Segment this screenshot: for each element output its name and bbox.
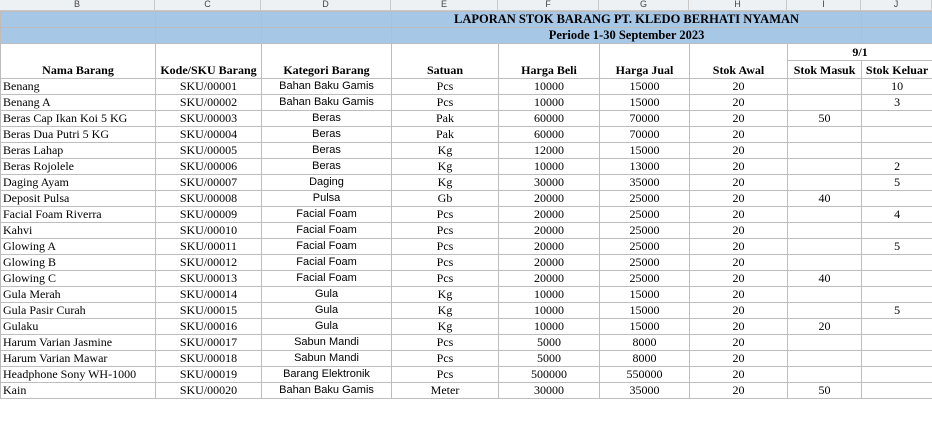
stock-in-cell[interactable] [788, 207, 862, 223]
buy-price-cell[interactable]: 20000 [499, 271, 600, 287]
cell[interactable] [156, 44, 262, 61]
table-row [1, 207, 932, 223]
stock-in-cell[interactable] [788, 143, 862, 159]
unit-cell[interactable]: Kg [392, 303, 499, 319]
unit-cell[interactable]: Pcs [392, 351, 499, 367]
stock-out-cell[interactable] [862, 127, 932, 143]
buy-price-cell[interactable]: 10000 [499, 319, 600, 335]
buy-price-cell[interactable]: 20000 [499, 207, 600, 223]
column-letter[interactable]: J [861, 0, 932, 10]
stock-out-cell[interactable] [862, 383, 932, 399]
category-cell[interactable]: Facial Foam [262, 239, 392, 255]
unit-cell[interactable]: Pcs [392, 255, 499, 271]
item-name-cell[interactable]: Gula Merah [1, 287, 156, 303]
unit-cell[interactable]: Kg [392, 319, 499, 335]
category-cell[interactable]: Barang Elektronik [262, 367, 392, 383]
date-group-header[interactable]: 9/1 [788, 44, 932, 61]
stock-out-cell[interactable] [862, 255, 932, 271]
stock-out-cell[interactable] [862, 367, 932, 383]
column-letter[interactable]: I [787, 0, 861, 10]
buy-price-cell[interactable]: 5000 [499, 351, 600, 367]
column-letter[interactable]: D [261, 0, 391, 10]
opening-stock-cell[interactable]: 20 [690, 191, 788, 207]
category-cell[interactable]: Beras [262, 159, 392, 175]
buy-price-cell[interactable]: 12000 [499, 143, 600, 159]
sku-cell[interactable]: SKU/00018 [156, 351, 262, 367]
buy-price-cell[interactable]: 20000 [499, 239, 600, 255]
item-name-cell[interactable]: Gula Pasir Curah [1, 303, 156, 319]
header-nama-barang[interactable]: Nama Barang [1, 61, 156, 79]
stock-in-cell[interactable] [788, 239, 862, 255]
table-row [1, 319, 932, 335]
item-name-cell[interactable]: Kahvi [1, 223, 156, 239]
table-row [1, 271, 932, 287]
unit-cell[interactable]: Pcs [392, 95, 499, 111]
column-letter[interactable]: G [599, 0, 689, 10]
cell[interactable] [1, 44, 156, 61]
header-kategori[interactable]: Kategori Barang [262, 61, 392, 79]
item-name-cell[interactable]: Benang A [1, 95, 156, 111]
table-row [1, 95, 932, 111]
item-name-cell[interactable]: Beras Lahap [1, 143, 156, 159]
category-cell[interactable]: Gula [262, 319, 392, 335]
buy-price-cell[interactable]: 10000 [499, 159, 600, 175]
table-row [1, 127, 932, 143]
stock-in-cell[interactable] [788, 127, 862, 143]
sku-cell[interactable]: SKU/00011 [156, 239, 262, 255]
stock-in-cell[interactable]: 40 [788, 271, 862, 287]
sku-cell[interactable]: SKU/00005 [156, 143, 262, 159]
opening-stock-cell[interactable]: 20 [690, 159, 788, 175]
category-cell[interactable]: Bahan Baku Gamis [262, 383, 392, 399]
cell[interactable] [1, 12, 156, 28]
table-row [1, 175, 932, 191]
report-title[interactable]: LAPORAN STOK BARANG PT. KLEDO BERHATI NYAMAN [392, 12, 862, 28]
unit-cell[interactable]: Kg [392, 159, 499, 175]
unit-cell[interactable]: Pcs [392, 271, 499, 287]
opening-stock-cell[interactable]: 20 [690, 239, 788, 255]
opening-stock-cell[interactable]: 20 [690, 271, 788, 287]
sell-price-cell[interactable]: 8000 [600, 335, 690, 351]
sku-cell[interactable]: SKU/00004 [156, 127, 262, 143]
sell-price-cell[interactable]: 13000 [600, 159, 690, 175]
table-row [1, 239, 932, 255]
header-stok-awal[interactable]: Stok Awal [690, 61, 788, 79]
opening-stock-cell[interactable]: 20 [690, 383, 788, 399]
stock-in-cell[interactable] [788, 351, 862, 367]
item-name-cell[interactable]: Beras Dua Putri 5 KG [1, 127, 156, 143]
cell[interactable] [862, 28, 932, 44]
category-cell[interactable]: Daging [262, 175, 392, 191]
sku-cell[interactable]: SKU/00015 [156, 303, 262, 319]
opening-stock-cell[interactable]: 20 [690, 223, 788, 239]
category-cell[interactable]: Gula [262, 287, 392, 303]
item-name-cell[interactable]: Headphone Sony WH-1000 [1, 367, 156, 383]
stock-in-cell[interactable] [788, 303, 862, 319]
category-cell[interactable]: Facial Foam [262, 207, 392, 223]
stock-in-cell[interactable] [788, 367, 862, 383]
sku-cell[interactable]: SKU/00017 [156, 335, 262, 351]
stock-in-cell[interactable] [788, 255, 862, 271]
unit-cell[interactable]: Pcs [392, 79, 499, 95]
opening-stock-cell[interactable]: 20 [690, 95, 788, 111]
unit-cell[interactable]: Pcs [392, 239, 499, 255]
table-row [1, 303, 932, 319]
buy-price-cell[interactable]: 20000 [499, 223, 600, 239]
column-letter[interactable]: H [689, 0, 787, 10]
sell-price-cell[interactable]: 25000 [600, 271, 690, 287]
sell-price-cell[interactable]: 15000 [600, 79, 690, 95]
opening-stock-cell[interactable]: 20 [690, 303, 788, 319]
sku-cell[interactable]: SKU/00012 [156, 255, 262, 271]
stock-out-cell[interactable]: 5 [862, 175, 932, 191]
opening-stock-cell[interactable]: 20 [690, 319, 788, 335]
table-row [1, 159, 932, 175]
sku-cell[interactable]: SKU/00003 [156, 111, 262, 127]
buy-price-cell[interactable]: 20000 [499, 255, 600, 271]
stock-out-cell[interactable] [862, 191, 932, 207]
sku-cell[interactable]: SKU/00014 [156, 287, 262, 303]
unit-cell[interactable]: Pcs [392, 207, 499, 223]
stock-in-cell[interactable]: 50 [788, 383, 862, 399]
unit-cell[interactable]: Pcs [392, 223, 499, 239]
sku-cell[interactable]: SKU/00009 [156, 207, 262, 223]
buy-price-cell[interactable]: 30000 [499, 383, 600, 399]
item-name-cell[interactable]: Facial Foam Riverra [1, 207, 156, 223]
sku-cell[interactable]: SKU/00013 [156, 271, 262, 287]
category-cell[interactable]: Sabun Mandi [262, 335, 392, 351]
item-name-cell[interactable]: Beras Rojolele [1, 159, 156, 175]
stock-out-cell[interactable]: 5 [862, 303, 932, 319]
stock-out-cell[interactable]: 3 [862, 95, 932, 111]
sku-cell[interactable]: SKU/00002 [156, 95, 262, 111]
table-row [1, 255, 932, 271]
table-row [1, 287, 932, 303]
cell[interactable] [600, 44, 690, 61]
category-cell[interactable]: Beras [262, 143, 392, 159]
sell-price-cell[interactable]: 8000 [600, 351, 690, 367]
header-stok-keluar[interactable]: Stok Keluar [862, 61, 932, 79]
unit-cell[interactable]: Pcs [392, 335, 499, 351]
header-kode-sku[interactable]: Kode/SKU Barang [156, 61, 262, 79]
sell-price-cell[interactable]: 35000 [600, 383, 690, 399]
unit-cell[interactable]: Kg [392, 143, 499, 159]
buy-price-cell[interactable]: 500000 [499, 367, 600, 383]
category-cell[interactable]: Pulsa [262, 191, 392, 207]
table-row [1, 111, 932, 127]
column-letter[interactable]: E [391, 0, 498, 10]
header-stok-masuk[interactable]: Stok Masuk [788, 61, 862, 79]
sell-price-cell[interactable]: 15000 [600, 287, 690, 303]
sell-price-cell[interactable]: 15000 [600, 143, 690, 159]
unit-cell[interactable]: Gb [392, 191, 499, 207]
buy-price-cell[interactable]: 60000 [499, 127, 600, 143]
unit-cell[interactable]: Pcs [392, 367, 499, 383]
opening-stock-cell[interactable]: 20 [690, 255, 788, 271]
sku-cell[interactable]: SKU/00019 [156, 367, 262, 383]
item-name-cell[interactable]: Glowing C [1, 271, 156, 287]
sell-price-cell[interactable]: 25000 [600, 207, 690, 223]
header-harga-jual[interactable]: Harga Jual [600, 61, 690, 79]
table-row [1, 191, 932, 207]
item-name-cell[interactable]: Harum Varian Jasmine [1, 335, 156, 351]
sell-price-cell[interactable]: 35000 [600, 175, 690, 191]
stock-in-cell[interactable] [788, 79, 862, 95]
sku-cell[interactable]: SKU/00020 [156, 383, 262, 399]
category-cell[interactable]: Sabun Mandi [262, 351, 392, 367]
cell[interactable] [499, 44, 600, 61]
table-row [1, 335, 932, 351]
category-cell[interactable]: Bahan Baku Gamis [262, 79, 392, 95]
sell-price-cell[interactable]: 70000 [600, 111, 690, 127]
unit-cell[interactable]: Pak [392, 127, 499, 143]
table-row [1, 351, 932, 367]
unit-cell[interactable]: Kg [392, 287, 499, 303]
buy-price-cell[interactable]: 30000 [499, 175, 600, 191]
item-name-cell[interactable]: Beras Cap Ikan Koi 5 KG [1, 111, 156, 127]
sku-cell[interactable]: SKU/00007 [156, 175, 262, 191]
stock-in-cell[interactable] [788, 335, 862, 351]
opening-stock-cell[interactable]: 20 [690, 143, 788, 159]
sell-price-cell[interactable]: 15000 [600, 95, 690, 111]
buy-price-cell[interactable]: 10000 [499, 79, 600, 95]
item-name-cell[interactable]: Benang [1, 79, 156, 95]
category-cell[interactable]: Facial Foam [262, 271, 392, 287]
stock-in-cell[interactable]: 50 [788, 111, 862, 127]
sell-price-cell[interactable]: 25000 [600, 255, 690, 271]
opening-stock-cell[interactable]: 20 [690, 287, 788, 303]
sku-cell[interactable]: SKU/00008 [156, 191, 262, 207]
stock-in-cell[interactable]: 40 [788, 191, 862, 207]
sell-price-cell[interactable]: 70000 [600, 127, 690, 143]
column-letter[interactable]: F [498, 0, 599, 10]
report-period[interactable]: Periode 1-30 September 2023 [392, 28, 862, 44]
stock-out-cell[interactable] [862, 287, 932, 303]
cell[interactable] [392, 44, 499, 61]
opening-stock-cell[interactable]: 20 [690, 335, 788, 351]
stock-out-cell[interactable] [862, 335, 932, 351]
unit-cell[interactable]: Kg [392, 175, 499, 191]
sku-cell[interactable]: SKU/00001 [156, 79, 262, 95]
stock-out-cell[interactable] [862, 111, 932, 127]
buy-price-cell[interactable]: 20000 [499, 191, 600, 207]
item-name-cell[interactable]: Deposit Pulsa [1, 191, 156, 207]
category-cell[interactable]: Bahan Baku Gamis [262, 95, 392, 111]
item-name-cell[interactable]: Gulaku [1, 319, 156, 335]
sell-price-cell[interactable]: 25000 [600, 239, 690, 255]
stock-in-cell[interactable] [788, 159, 862, 175]
stock-out-cell[interactable]: 5 [862, 239, 932, 255]
buy-price-cell[interactable]: 10000 [499, 287, 600, 303]
buy-price-cell[interactable]: 5000 [499, 335, 600, 351]
opening-stock-cell[interactable]: 20 [690, 367, 788, 383]
cell[interactable] [262, 12, 392, 28]
stock-out-cell[interactable] [862, 223, 932, 239]
category-cell[interactable]: Facial Foam [262, 255, 392, 271]
stock-in-cell[interactable] [788, 95, 862, 111]
stock-in-cell[interactable] [788, 175, 862, 191]
buy-price-cell[interactable]: 60000 [499, 111, 600, 127]
item-name-cell[interactable]: Harum Varian Mawar [1, 351, 156, 367]
item-name-cell[interactable]: Glowing A [1, 239, 156, 255]
category-cell[interactable]: Beras [262, 127, 392, 143]
opening-stock-cell[interactable]: 20 [690, 207, 788, 223]
stock-in-cell[interactable]: 20 [788, 319, 862, 335]
opening-stock-cell[interactable]: 20 [690, 111, 788, 127]
sku-cell[interactable]: SKU/00006 [156, 159, 262, 175]
cell[interactable] [156, 28, 262, 44]
table-row [1, 383, 932, 399]
table-row [1, 223, 932, 239]
category-cell[interactable]: Beras [262, 111, 392, 127]
cell[interactable] [1, 28, 156, 44]
stock-report-table [0, 11, 932, 399]
table-row [1, 79, 932, 95]
sell-price-cell[interactable]: 15000 [600, 319, 690, 335]
item-name-cell[interactable]: Kain [1, 383, 156, 399]
stock-out-cell[interactable] [862, 319, 932, 335]
sell-price-cell[interactable]: 550000 [600, 367, 690, 383]
opening-stock-cell[interactable]: 20 [690, 175, 788, 191]
stock-out-cell[interactable]: 2 [862, 159, 932, 175]
table-row [1, 143, 932, 159]
cell[interactable] [262, 44, 392, 61]
column-header-bar [0, 0, 932, 11]
table-row [1, 367, 932, 383]
opening-stock-cell[interactable]: 20 [690, 127, 788, 143]
stock-out-cell[interactable] [862, 271, 932, 287]
category-cell[interactable]: Gula [262, 303, 392, 319]
header-satuan[interactable]: Satuan [392, 61, 499, 79]
cell[interactable] [690, 44, 788, 61]
item-name-cell[interactable]: Glowing B [1, 255, 156, 271]
stock-out-cell[interactable] [862, 351, 932, 367]
stock-out-cell[interactable] [862, 143, 932, 159]
sell-price-cell[interactable]: 15000 [600, 303, 690, 319]
cell[interactable] [862, 12, 932, 28]
stock-out-cell[interactable]: 4 [862, 207, 932, 223]
item-name-cell[interactable]: Daging Ayam [1, 175, 156, 191]
header-harga-beli[interactable]: Harga Beli [499, 61, 600, 79]
stock-out-cell[interactable]: 10 [862, 79, 932, 95]
sku-cell[interactable]: SKU/00016 [156, 319, 262, 335]
unit-cell[interactable]: Meter [392, 383, 499, 399]
cell[interactable] [156, 12, 262, 28]
column-letter[interactable]: C [155, 0, 261, 10]
stock-in-cell[interactable] [788, 287, 862, 303]
sku-cell[interactable]: SKU/00010 [156, 223, 262, 239]
buy-price-cell[interactable]: 10000 [499, 95, 600, 111]
category-cell[interactable]: Facial Foam [262, 223, 392, 239]
cell[interactable] [262, 28, 392, 44]
buy-price-cell[interactable]: 10000 [499, 303, 600, 319]
sell-price-cell[interactable]: 25000 [600, 191, 690, 207]
stock-in-cell[interactable] [788, 223, 862, 239]
unit-cell[interactable]: Pak [392, 111, 499, 127]
opening-stock-cell[interactable]: 20 [690, 79, 788, 95]
column-letter[interactable]: B [0, 0, 155, 10]
sell-price-cell[interactable]: 25000 [600, 223, 690, 239]
opening-stock-cell[interactable]: 20 [690, 351, 788, 367]
